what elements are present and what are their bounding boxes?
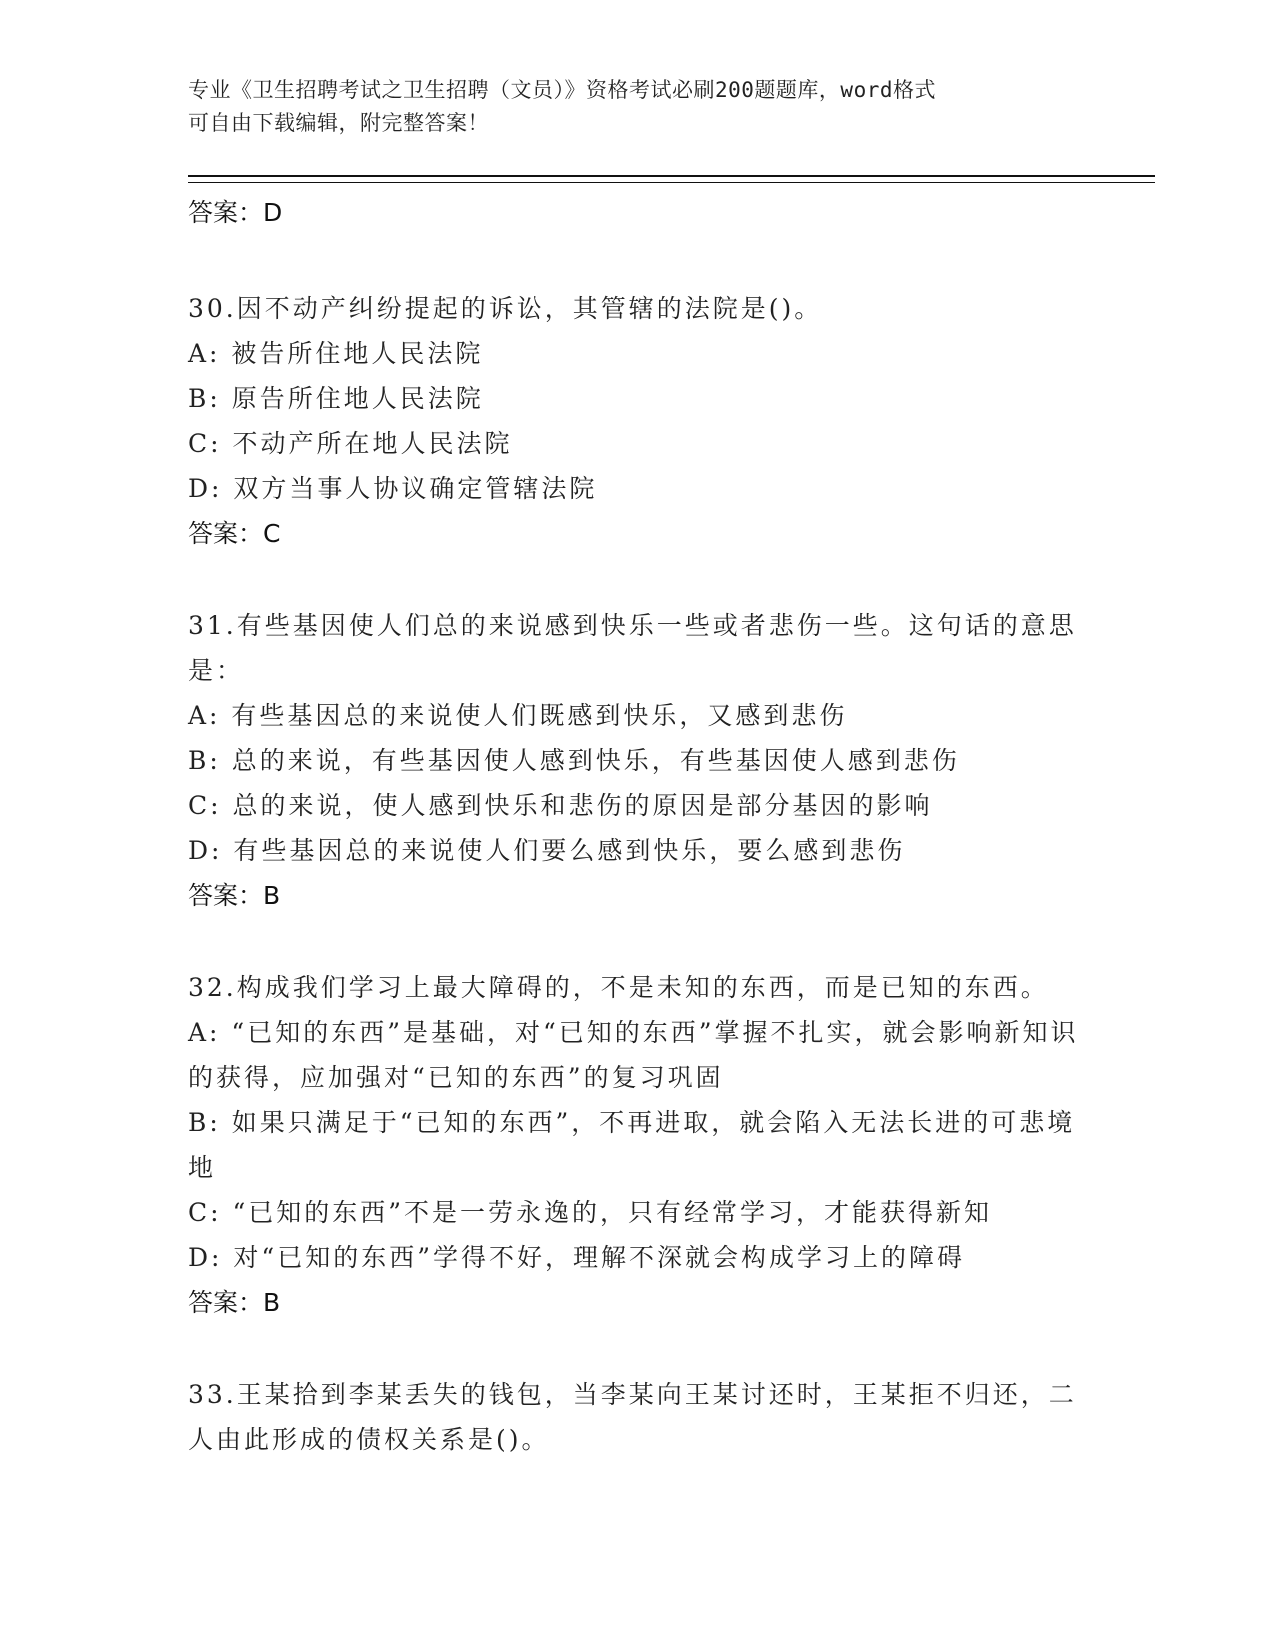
option-c: C: 不动产所在地人民法院 — [188, 429, 513, 458]
answer: 答案：B — [188, 881, 281, 910]
option-b: B: 总的来说，有些基因使人感到快乐，有些基因使人感到悲伤 — [188, 746, 960, 775]
option-b: B: 如果只满足于“已知的东西”，不再进取，就会陷入无法长进的可悲境地 — [188, 1108, 1076, 1182]
question-text: 33.王某拾到李某丢失的钱包，当李某向王某讨还时，王某拒不归还，二人由此形成的债权关系是()。 — [188, 1380, 1077, 1454]
question-32 — [188, 965, 1088, 1326]
option-c: C: “已知的东西”不是一劳永逸的，只有经常学习，才能获得新知 — [188, 1198, 993, 1227]
answer-29: 答案：D — [188, 198, 283, 227]
question-text: 32.构成我们学习上最大障碍的，不是未知的东西，而是已知的东西。 — [188, 973, 1049, 1002]
question-text: 31.有些基因使人们总的来说感到快乐一些或者悲伤一些。这句话的意思是： — [188, 611, 1077, 685]
question-31 — [188, 603, 1088, 919]
option-d: D: 双方当事人协议确定管辖法院 — [188, 474, 598, 503]
header-line-2: 可自由下载编辑，附完整答案！ — [188, 111, 489, 135]
option-c: C: 总的来说，使人感到快乐和悲伤的原因是部分基因的影响 — [188, 791, 933, 820]
option-a: A: 被告所住地人民法院 — [188, 339, 484, 368]
answer: 答案：B — [188, 1288, 281, 1317]
header-divider-thick — [188, 175, 1155, 177]
option-b: B: 原告所住地人民法院 — [188, 384, 484, 413]
page-header — [188, 74, 1068, 140]
answer: 答案：C — [188, 519, 281, 548]
question-33 — [188, 1372, 1088, 1462]
option-a: A: “已知的东西”是基础，对“已知的东西”掌握不扎实，就会影响新知识的获得，应加强对“已知的东西”的复习巩固 — [188, 1018, 1079, 1092]
header-line-1: 专业《卫生招聘考试之卫生招聘（文员）》资格考试必刷200题题库，word格式 — [188, 78, 936, 102]
option-a: A: 有些基因总的来说使人们既感到快乐，又感到悲伤 — [188, 701, 848, 730]
header-divider-thin — [188, 182, 1155, 183]
question-30 — [188, 286, 1088, 557]
question-text: 30.因不动产纠纷提起的诉讼，其管辖的法院是()。 — [188, 294, 823, 323]
option-d: D: 有些基因总的来说使人们要么感到快乐，要么感到悲伤 — [188, 836, 906, 865]
option-d: D: 对“已知的东西”学得不好，理解不深就会构成学习上的障碍 — [188, 1243, 965, 1272]
question-list — [188, 190, 1088, 1462]
